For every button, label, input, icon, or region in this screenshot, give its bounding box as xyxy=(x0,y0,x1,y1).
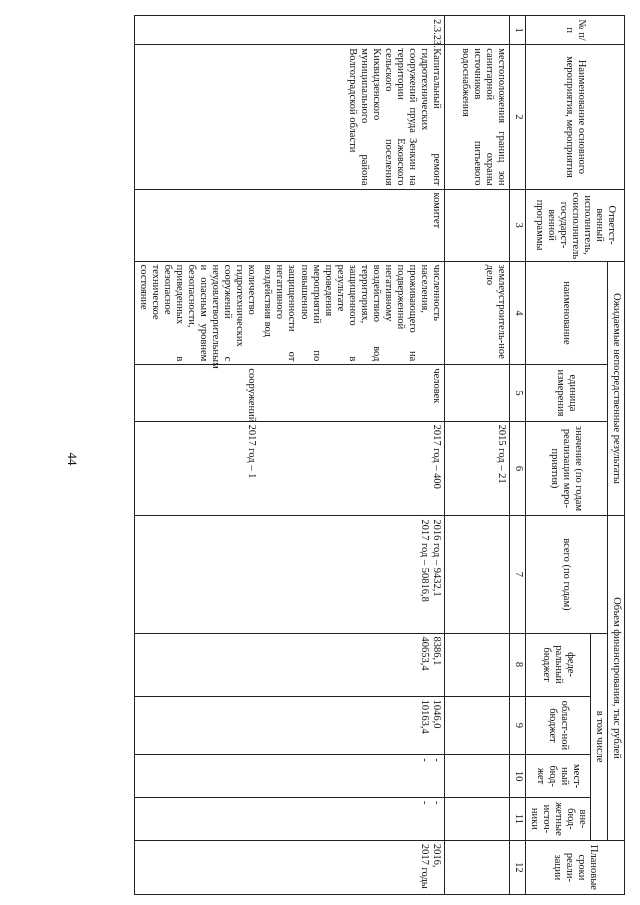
row-executor xyxy=(445,189,510,261)
header-results-group: Ожидаемые непосредственные результаты xyxy=(607,261,624,516)
header-including: в том числе xyxy=(590,633,607,840)
row-result-name: землеустроитель-ное дело xyxy=(445,261,510,365)
row-extra xyxy=(134,798,259,841)
row-unit: человек xyxy=(259,365,444,421)
row-executor xyxy=(134,189,259,261)
header-num: № п/п xyxy=(525,16,624,45)
row-regional xyxy=(134,696,259,755)
row-value: 2017 год – 1 xyxy=(134,421,259,516)
table-row xyxy=(134,16,259,895)
row-terms xyxy=(445,840,510,894)
row-number: 2.3.23. xyxy=(259,16,444,45)
header-regional: област-ной бюджет xyxy=(525,696,590,755)
rotated-table-page xyxy=(115,15,625,895)
column-number: 11 xyxy=(510,798,525,841)
row-total xyxy=(445,516,510,633)
row-federal xyxy=(445,633,510,696)
row-regional: 1046,0 10163,4 xyxy=(259,696,444,755)
header-local: мест-ный бюд-жет xyxy=(525,755,590,798)
row-terms xyxy=(134,840,259,894)
header-extra: вне-бюд-жетные источ-ники xyxy=(525,798,590,841)
column-number: 10 xyxy=(510,755,525,798)
header-executor: Ответст-венный исполнитель, соисполнитель государст-венной программы xyxy=(525,189,624,261)
column-numbers-row xyxy=(510,16,525,895)
row-regional xyxy=(445,696,510,755)
row-value: 2015 год – 21 xyxy=(445,421,510,516)
header-unit: единица измерения xyxy=(525,365,607,421)
row-value: 2017 год – 400 xyxy=(259,421,444,516)
header-total: всего (по годам) xyxy=(525,516,607,633)
page-number: 44 xyxy=(65,452,80,466)
column-number: 4 xyxy=(510,261,525,365)
row-result-name: численность населения, проживающего на подверженной негативному воздействию вод территориях, защищенного в результате проведения мероприятий по повышению защищенности от негативного воздействия вод xyxy=(259,261,444,365)
header-terms: Плановые сроки реали-зации xyxy=(525,840,624,894)
column-number: 3 xyxy=(510,189,525,261)
row-number xyxy=(445,16,510,45)
column-number: 6 xyxy=(510,421,525,516)
header-result-name: наименование xyxy=(525,261,607,365)
row-result-name: количество гидротехнических сооружений с неудовлетворительным и опасным уровнем безопасности, приведенных в безопасное техническое состояние xyxy=(134,261,259,365)
row-total: 2016 год – 9432,1 2017 год – 50816,8 xyxy=(259,516,444,633)
row-total xyxy=(134,516,259,633)
row-local: - - xyxy=(259,755,444,798)
column-number: 7 xyxy=(510,516,525,633)
row-extra: - - xyxy=(259,798,444,841)
column-number: 2 xyxy=(510,45,525,189)
row-unit xyxy=(445,365,510,421)
header-financing-group: Объем финансирования, тыс рублей xyxy=(607,516,624,841)
column-number: 5 xyxy=(510,365,525,421)
column-number: 1 xyxy=(510,16,525,45)
row-name xyxy=(134,45,259,189)
row-number xyxy=(134,16,259,45)
row-extra xyxy=(445,798,510,841)
row-federal xyxy=(134,633,259,696)
header-name: Наименование основного мероприятия, мероприятия xyxy=(525,45,624,189)
table-row xyxy=(259,16,444,895)
row-name: местоположения границ зон санитарной охраны источников питьевого водоснабжения xyxy=(445,45,510,189)
row-federal: 8386,1 40653,4 xyxy=(259,633,444,696)
column-number: 8 xyxy=(510,633,525,696)
row-local xyxy=(445,755,510,798)
header-federal: феде-ральный бюджет xyxy=(525,633,590,696)
column-number: 9 xyxy=(510,696,525,755)
table-row xyxy=(445,16,510,895)
program-table xyxy=(134,15,625,895)
row-unit: сооружений xyxy=(134,365,259,421)
row-terms: 2016, 2017 годы xyxy=(259,840,444,894)
row-executor: комитет xyxy=(259,189,444,261)
row-local xyxy=(134,755,259,798)
header-value: значение (по годам реализации меро-приятия) xyxy=(525,421,607,516)
column-number: 12 xyxy=(510,840,525,894)
row-name: Капитальный ремонт гидротехнических сооружений пруда Зенкин на территории Ежовского сельского поселения Киквидзенского муниципального района Волгоградской области xyxy=(259,45,444,189)
